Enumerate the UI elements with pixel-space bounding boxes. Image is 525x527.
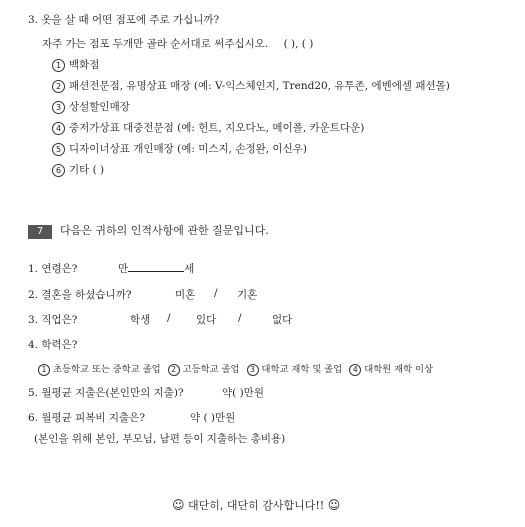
q3-option-text: 디자이너상표 개인매장 (예: 미스지, 손정완, 이신우) xyxy=(69,143,307,155)
section7-title: 다음은 귀하의 인적사항에 관한 질문입니다. xyxy=(60,224,269,237)
smiley-icon: ☺ xyxy=(172,498,185,512)
education-option-4[interactable] xyxy=(349,364,433,375)
q3-option-text: 백화점 xyxy=(69,59,100,71)
q3-option-6[interactable] xyxy=(52,162,104,177)
job-option-none[interactable]: 없다 xyxy=(272,314,293,326)
q-age-label: 1. 연령은? xyxy=(28,263,78,275)
q3-option-4[interactable] xyxy=(52,120,364,135)
q-allowance-label: 5. 월평균 지출은(본인만의 지출)? xyxy=(28,387,184,399)
q3-instruction-text: 자주 가는 점포 두개만 골라 순서대로 써주십시오. xyxy=(42,38,269,50)
education-option-1[interactable] xyxy=(38,364,161,375)
q3-instruction xyxy=(42,36,313,51)
circled-number-icon: 4 xyxy=(52,122,65,135)
circled-number-icon: 1 xyxy=(52,59,65,72)
q3-option-3[interactable] xyxy=(52,99,130,114)
q-age-suffix: 세 xyxy=(184,263,195,275)
education-option-2[interactable] xyxy=(168,364,240,375)
section7-header xyxy=(28,222,269,239)
marriage-separator: / xyxy=(214,287,218,299)
marriage-option-single[interactable]: 미혼 xyxy=(175,289,196,301)
q-marriage-label: 2. 결혼을 하셨습니까? xyxy=(28,289,132,301)
q-age-answer xyxy=(118,261,194,276)
q3-question: 3. 옷을 살 때 어떤 점포에 주로 가십니까? xyxy=(28,14,220,26)
q-age xyxy=(28,261,77,276)
education-option-3[interactable] xyxy=(247,364,343,375)
job-separator-2: / xyxy=(238,312,242,324)
marriage-option-married[interactable]: 기혼 xyxy=(237,289,258,301)
job-option-employed[interactable]: 있다 xyxy=(196,314,217,326)
q-job-label: 3. 직업은? xyxy=(28,314,78,326)
q3-option-text: 상설할인매장 xyxy=(69,101,130,113)
clothing-note: (본인을 위해 본인, 부모님, 남편 등이 지출하는 총비용) xyxy=(34,433,286,445)
education-option-text: 대학원 재학 이상 xyxy=(364,364,433,375)
job-option-student[interactable]: 학생 xyxy=(130,314,151,326)
education-option-text: 대학교 재학 및 졸업 xyxy=(261,364,343,375)
closing-text: 대단히, 대단히 감사합니다!! xyxy=(188,499,325,512)
q3-answer-blanks[interactable]: ( ), ( ) xyxy=(283,38,314,50)
education-options xyxy=(38,361,440,376)
section-number-badge: 7 xyxy=(28,225,52,239)
circled-number-icon: 3 xyxy=(52,101,65,114)
education-option-text: 고등학교 졸업 xyxy=(182,364,240,375)
q-education-label: 4. 학력은? xyxy=(28,339,78,351)
circled-number-icon: 1 xyxy=(38,364,50,376)
circled-number-icon: 6 xyxy=(52,164,65,177)
clothing-input[interactable]: 약 ( )만원 xyxy=(190,412,236,424)
circled-number-icon: 2 xyxy=(52,80,65,93)
circled-number-icon: 3 xyxy=(247,364,259,376)
q3-option-text: 중저가상표 대중전문점 (예: 헌트, 지오다노, 메이폴, 카운트다운) xyxy=(69,122,365,134)
q-age-prefix: 만 xyxy=(118,263,129,275)
circled-number-icon: 5 xyxy=(52,143,65,156)
circled-number-icon: 2 xyxy=(168,364,180,376)
q-clothing-label: 6. 월평균 피복비 지출은? xyxy=(28,412,145,424)
q3-option-text: 기타 ( ) xyxy=(69,164,105,176)
education-option-text: 초등학교 또는 중학교 졸업 xyxy=(53,364,161,375)
q3-option-5[interactable] xyxy=(52,141,307,156)
job-separator-1: / xyxy=(167,312,171,324)
q3-option-1[interactable] xyxy=(52,57,99,72)
circled-number-icon: 4 xyxy=(349,364,361,376)
smiley-icon: ☺ xyxy=(327,498,341,512)
closing-line xyxy=(172,497,340,513)
allowance-input[interactable]: 약( )만원 xyxy=(222,387,264,399)
age-input[interactable] xyxy=(128,261,184,272)
q3-option-text: 패션전문점, 유명상표 매장 (예: V-익스체인지, Trend20, 유투존, 에벤에셀 패션몰) xyxy=(69,80,450,92)
q3-option-2[interactable] xyxy=(52,78,450,93)
